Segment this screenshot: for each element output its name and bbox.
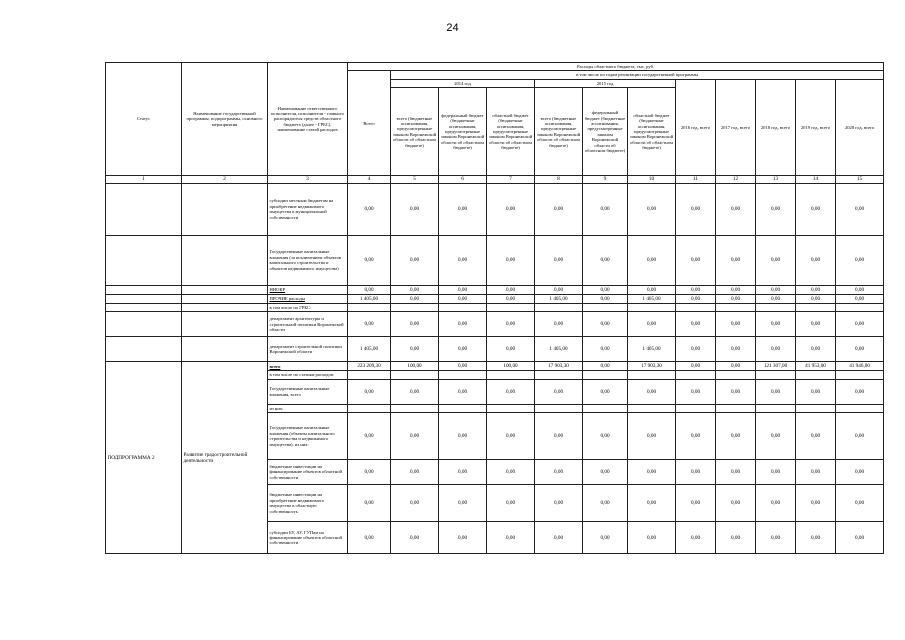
value-cell: [348, 371, 391, 379]
value-cell: [836, 303, 884, 311]
row-label: ПРОЧИЕ расходы: [268, 294, 348, 303]
header-program-name: Наименование государственной программы, подпрограммы, основного мероприятия: [182, 63, 268, 176]
value-cell: 0,00: [716, 413, 756, 460]
value-cell: 0,00: [535, 312, 583, 337]
header-2017: 2017 год, всего: [716, 79, 756, 175]
value-cell: 17 903,30: [628, 362, 676, 371]
header-2020: 2020 год, всего: [836, 79, 884, 175]
value-cell: [439, 303, 487, 311]
value-cell: 0,00: [535, 460, 583, 485]
value-cell: 0,00: [391, 312, 439, 337]
value-cell: 0,00: [583, 312, 628, 337]
value-cell: 0,00: [487, 522, 535, 554]
value-cell: [756, 371, 796, 379]
value-cell: 223 209,30: [348, 362, 391, 371]
value-cell: [836, 404, 884, 412]
value-cell: 17 903,30: [535, 362, 583, 371]
value-cell: 0,00: [796, 485, 836, 522]
value-cell: [391, 404, 439, 412]
value-cell: 1 405,00: [535, 294, 583, 303]
program-cell: [182, 183, 268, 235]
value-cell: 0,00: [676, 460, 716, 485]
value-cell: 1 405,00: [535, 337, 583, 362]
value-cell: 100,00: [391, 362, 439, 371]
value-cell: 0,00: [439, 294, 487, 303]
value-cell: 0,00: [836, 379, 884, 404]
value-cell: 0,00: [676, 235, 716, 285]
value-cell: 41 946,00: [836, 362, 884, 371]
value-cell: 0,00: [796, 413, 836, 460]
value-cell: 0,00: [836, 522, 884, 554]
value-cell: [487, 404, 535, 412]
value-cell: 0,00: [628, 460, 676, 485]
value-cell: 0,00: [583, 522, 628, 554]
value-cell: 0,00: [676, 379, 716, 404]
value-cell: 0,00: [676, 337, 716, 362]
col-number: 5: [391, 176, 439, 183]
value-cell: 0,00: [756, 413, 796, 460]
value-cell: 0,00: [535, 379, 583, 404]
value-cell: 0,00: [796, 235, 836, 285]
value-cell: 0,00: [439, 485, 487, 522]
col-number: 3: [268, 176, 348, 183]
row-label: Государственные капитальные вложения (за исключением объектов капитального строительства и объектов недвижимого имущества): [268, 235, 348, 285]
value-cell: 100,00: [487, 362, 535, 371]
header-2015-federal: федеральный бюджет (бюджетные ассигнования, предусмотренные законом Воронежской области об областном бюджете): [583, 88, 628, 176]
value-cell: 0,00: [535, 285, 583, 294]
header-2014: 2014 год: [391, 79, 535, 87]
value-cell: 0,00: [535, 522, 583, 554]
row-label: департамент архитектуры и строительной политики Воронежской области: [268, 312, 348, 337]
value-cell: 0,00: [348, 183, 391, 235]
value-cell: 0,00: [487, 312, 535, 337]
header-2014-total: всего (бюджетные ассигнования, предусмотренные законом Воронежской области об областном бюджете): [391, 88, 439, 176]
subprogram-name: Развитие градостроительной деятельности: [182, 362, 268, 554]
value-cell: [391, 371, 439, 379]
value-cell: [676, 404, 716, 412]
table-row: [106, 362, 884, 371]
value-cell: 0,00: [676, 362, 716, 371]
value-cell: 0,00: [716, 522, 756, 554]
status-cell: [106, 285, 182, 294]
value-cell: 0,00: [836, 460, 884, 485]
value-cell: 0,00: [487, 379, 535, 404]
value-cell: 0,00: [836, 485, 884, 522]
value-cell: 0,00: [583, 413, 628, 460]
value-cell: 0,00: [439, 460, 487, 485]
table-row: [106, 303, 884, 311]
budget-table: [105, 62, 884, 554]
value-cell: 0,00: [836, 294, 884, 303]
header-total: Всего: [348, 71, 391, 176]
row-label: бюджетные инвестиции на финансирование объектов областной собственности: [268, 460, 348, 485]
row-label: Государственные капитальные вложения (объекты капитального строительства и недвижимого имущества), из них:: [268, 413, 348, 460]
value-cell: 0,00: [535, 183, 583, 235]
value-cell: 0,00: [676, 294, 716, 303]
header-expenses: Расходы областного бюджета, тыс. руб.: [348, 63, 884, 71]
column-number-row: [106, 176, 884, 183]
header-executor: Наименование ответственного исполнителя, исполнителя - главного распорядителя средств областного бюджета (далее - ГРБС), наименование статей расходов: [268, 63, 348, 176]
value-cell: 0,00: [487, 235, 535, 285]
value-cell: [535, 371, 583, 379]
value-cell: 0,00: [756, 379, 796, 404]
value-cell: 0,00: [836, 235, 884, 285]
value-cell: 0,00: [583, 485, 628, 522]
value-cell: 0,00: [583, 362, 628, 371]
value-cell: 0,00: [439, 285, 487, 294]
table-body: [106, 183, 884, 554]
value-cell: 0,00: [439, 312, 487, 337]
value-cell: 0,00: [391, 413, 439, 460]
col-number: 9: [583, 176, 628, 183]
value-cell: [348, 303, 391, 311]
value-cell: 0,00: [535, 485, 583, 522]
value-cell: 0,00: [716, 235, 756, 285]
value-cell: 0,00: [439, 379, 487, 404]
header-2015-total: всего (бюджетные ассигнования, предусмотренные законом Воронежской области об областном бюджете): [535, 88, 583, 176]
col-number: 13: [756, 176, 796, 183]
value-cell: 0,00: [796, 312, 836, 337]
value-cell: [628, 404, 676, 412]
page-number: 24: [446, 22, 459, 34]
value-cell: 0,00: [391, 522, 439, 554]
value-cell: 0,00: [836, 285, 884, 294]
value-cell: [439, 404, 487, 412]
table-row: [106, 294, 884, 303]
value-cell: [583, 404, 628, 412]
value-cell: [628, 303, 676, 311]
value-cell: 0,00: [487, 460, 535, 485]
value-cell: [535, 404, 583, 412]
value-cell: 0,00: [439, 362, 487, 371]
value-cell: 1 405,00: [348, 337, 391, 362]
row-label: НИОКР: [268, 285, 348, 294]
value-cell: 1 405,00: [348, 294, 391, 303]
value-cell: [676, 303, 716, 311]
value-cell: [487, 303, 535, 311]
header-2014-federal: федеральный бюджет (бюджетные ассигнования, предусмотренные законом Воронежской области об областном бюджете): [439, 88, 487, 176]
header-2018: 2018 год, всего: [756, 79, 796, 175]
value-cell: 0,00: [676, 485, 716, 522]
value-cell: [676, 371, 716, 379]
header-by-years: в том числе по годам реализации государственной программы: [391, 71, 884, 79]
header-status: Статус: [106, 63, 182, 176]
status-cell: [106, 294, 182, 303]
table-row: [106, 183, 884, 235]
value-cell: 121 307,00: [756, 362, 796, 371]
value-cell: 0,00: [628, 522, 676, 554]
value-cell: 0,00: [676, 413, 716, 460]
value-cell: [535, 303, 583, 311]
col-number: 6: [439, 176, 487, 183]
value-cell: 0,00: [348, 485, 391, 522]
value-cell: [836, 371, 884, 379]
value-cell: 0,00: [716, 337, 756, 362]
value-cell: 0,00: [716, 312, 756, 337]
header-2019: 2019 год, всего: [796, 79, 836, 175]
value-cell: 0,00: [628, 235, 676, 285]
value-cell: 0,00: [756, 312, 796, 337]
col-number: 7: [487, 176, 535, 183]
value-cell: [583, 371, 628, 379]
header-2015: 2015 год: [535, 79, 676, 87]
col-number: 15: [836, 176, 884, 183]
value-cell: [796, 303, 836, 311]
row-label: всего: [268, 362, 348, 371]
value-cell: 0,00: [391, 485, 439, 522]
value-cell: 0,00: [487, 485, 535, 522]
value-cell: 0,00: [756, 485, 796, 522]
value-cell: [487, 371, 535, 379]
col-number: 4: [348, 176, 391, 183]
row-label: субсидии местным бюджетам на приобретение недвижимого имущества в муниципальной собственности: [268, 183, 348, 235]
value-cell: 0,00: [756, 460, 796, 485]
value-cell: 0,00: [583, 285, 628, 294]
value-cell: [583, 303, 628, 311]
col-number: 8: [535, 176, 583, 183]
value-cell: 0,00: [628, 485, 676, 522]
value-cell: 0,00: [796, 183, 836, 235]
row-label: Государственные капитальные вложения, всего: [268, 379, 348, 404]
value-cell: [756, 404, 796, 412]
row-label: в том числе по статьям расходов:: [268, 371, 348, 379]
value-cell: 0,00: [628, 183, 676, 235]
program-cell: [182, 285, 268, 294]
value-cell: 0,00: [628, 312, 676, 337]
value-cell: [439, 371, 487, 379]
value-cell: 0,00: [391, 183, 439, 235]
row-label: в том числе по ГРБС:: [268, 303, 348, 311]
value-cell: 1 405,00: [628, 337, 676, 362]
value-cell: 0,00: [716, 294, 756, 303]
program-cell: [182, 294, 268, 303]
value-cell: 0,00: [535, 413, 583, 460]
status-cell: [106, 312, 182, 337]
value-cell: 0,00: [439, 183, 487, 235]
value-cell: 0,00: [439, 413, 487, 460]
header-2015-regional: областной бюджет (бюджетные ассигнования, предусмотренные законом Воронежской области об областном бюджете): [628, 88, 676, 176]
value-cell: 0,00: [676, 522, 716, 554]
value-cell: 0,00: [583, 183, 628, 235]
value-cell: 0,00: [583, 460, 628, 485]
value-cell: [716, 404, 756, 412]
value-cell: 0,00: [391, 379, 439, 404]
value-cell: [391, 303, 439, 311]
value-cell: 0,00: [716, 362, 756, 371]
value-cell: 0,00: [487, 183, 535, 235]
col-number: 14: [796, 176, 836, 183]
value-cell: [628, 371, 676, 379]
value-cell: 0,00: [487, 337, 535, 362]
col-number: 10: [628, 176, 676, 183]
col-number: 12: [716, 176, 756, 183]
status-cell: [106, 303, 182, 311]
value-cell: 1 405,00: [628, 294, 676, 303]
value-cell: 0,00: [391, 294, 439, 303]
value-cell: 0,00: [348, 379, 391, 404]
value-cell: 0,00: [348, 460, 391, 485]
value-cell: 0,00: [439, 235, 487, 285]
value-cell: 0,00: [348, 285, 391, 294]
value-cell: 0,00: [535, 235, 583, 285]
status-cell: [106, 183, 182, 235]
row-label: из них:: [268, 404, 348, 412]
value-cell: 0,00: [628, 379, 676, 404]
row-label: бюджетные инвестиции на приобретение недвижимого имущества в областную собственность: [268, 485, 348, 522]
program-cell: [182, 337, 268, 362]
table-header: [106, 63, 884, 184]
value-cell: 0,00: [348, 235, 391, 285]
value-cell: 0,00: [487, 294, 535, 303]
value-cell: 0,00: [676, 285, 716, 294]
value-cell: 0,00: [796, 294, 836, 303]
value-cell: [716, 371, 756, 379]
value-cell: 0,00: [439, 522, 487, 554]
value-cell: 0,00: [583, 379, 628, 404]
value-cell: 0,00: [756, 522, 796, 554]
value-cell: 0,00: [716, 379, 756, 404]
value-cell: 0,00: [487, 285, 535, 294]
value-cell: 0,00: [628, 285, 676, 294]
value-cell: 0,00: [583, 235, 628, 285]
col-number: 1: [106, 176, 182, 183]
program-cell: [182, 312, 268, 337]
status-cell: [106, 337, 182, 362]
header-2016: 2016 год, всего: [676, 79, 716, 175]
value-cell: [348, 404, 391, 412]
value-cell: 0,00: [348, 413, 391, 460]
status-cell: [106, 235, 182, 285]
value-cell: 0,00: [391, 235, 439, 285]
value-cell: 0,00: [391, 460, 439, 485]
value-cell: 0,00: [628, 413, 676, 460]
value-cell: [756, 303, 796, 311]
table-row: [106, 312, 884, 337]
value-cell: 0,00: [348, 312, 391, 337]
value-cell: [796, 371, 836, 379]
value-cell: 0,00: [716, 460, 756, 485]
subprogram-status: ПОДПРОГРАММА 2: [106, 362, 182, 554]
value-cell: 0,00: [836, 312, 884, 337]
value-cell: 0,00: [716, 183, 756, 235]
value-cell: 0,00: [676, 312, 716, 337]
row-label: департамент строительной политики Воронежской области: [268, 337, 348, 362]
table-row: [106, 337, 884, 362]
value-cell: [796, 404, 836, 412]
table-row: [106, 235, 884, 285]
header-2014-regional: областной бюджет (бюджетные ассигнования, предусмотренные законом Воронежской области об областном бюджете): [487, 88, 535, 176]
value-cell: 0,00: [796, 522, 836, 554]
value-cell: 0,00: [836, 413, 884, 460]
program-cell: [182, 235, 268, 285]
value-cell: 0,00: [439, 337, 487, 362]
value-cell: 0,00: [348, 522, 391, 554]
value-cell: 0,00: [676, 183, 716, 235]
value-cell: 0,00: [796, 460, 836, 485]
value-cell: 0,00: [756, 294, 796, 303]
value-cell: [716, 303, 756, 311]
value-cell: 0,00: [391, 285, 439, 294]
value-cell: 0,00: [487, 413, 535, 460]
value-cell: 41 953,00: [796, 362, 836, 371]
value-cell: 0,00: [716, 485, 756, 522]
value-cell: 0,00: [796, 379, 836, 404]
value-cell: 0,00: [756, 337, 796, 362]
value-cell: 0,00: [583, 337, 628, 362]
value-cell: 0,00: [836, 337, 884, 362]
col-number: 11: [676, 176, 716, 183]
value-cell: 0,00: [716, 285, 756, 294]
program-cell: [182, 303, 268, 311]
value-cell: 0,00: [796, 337, 836, 362]
value-cell: 0,00: [796, 285, 836, 294]
col-number: 2: [182, 176, 268, 183]
value-cell: 0,00: [756, 235, 796, 285]
row-label: субсидии БУ, АУ, ГУПам на финансирование объектов областной собственности: [268, 522, 348, 554]
table-row: [106, 285, 884, 294]
value-cell: 0,00: [391, 337, 439, 362]
value-cell: 0,00: [583, 294, 628, 303]
value-cell: 0,00: [756, 183, 796, 235]
value-cell: 0,00: [756, 285, 796, 294]
value-cell: 0,00: [836, 183, 884, 235]
